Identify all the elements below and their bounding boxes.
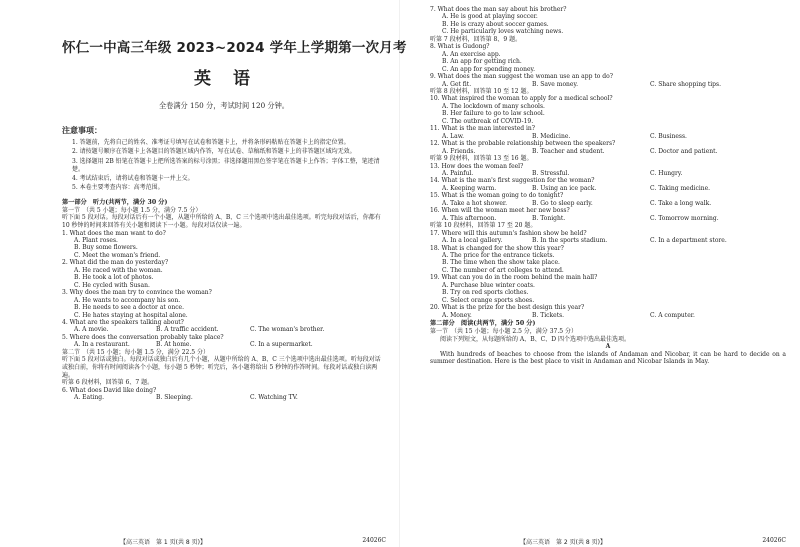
answer-option: C. In a supermarket. [250, 341, 313, 349]
answer-option: B. Buy some flowers. [74, 244, 138, 252]
answer-option: B. A traffic accident. [156, 326, 219, 334]
question-stem: 8. What is Gudong? [430, 43, 490, 51]
option-row [430, 170, 786, 177]
question-stem: 11. What is the man interested in? [430, 125, 536, 133]
material-reference: 听第 10 段材料，回答第 17 至 20 题。 [430, 222, 537, 230]
answer-option: A. Painful. [442, 169, 474, 177]
exam-title: 怀仁一中高三年级 2023~2024 学年上学期第一次月考 [62, 40, 407, 56]
question-stem: 10. What inspired the woman to apply for a medical school? [430, 95, 613, 103]
answer-option: B. Tonight. [532, 214, 566, 222]
question-list [62, 230, 386, 349]
answer-option: C. Meet the woman's friend. [74, 251, 161, 259]
footer-code: 24026C [362, 537, 386, 544]
option-row [430, 237, 786, 244]
notes-heading: 注意事项： [62, 126, 102, 135]
option-row [430, 148, 786, 155]
passage-label: A [605, 343, 611, 351]
answer-option: A. Law. [442, 132, 465, 140]
answer-option: B. Sleeping. [156, 394, 193, 402]
note-item: 4. 考试结束后，请将试卷和答题卡一并上交。 [72, 175, 194, 183]
answer-option: B. Stressful. [532, 169, 570, 177]
answer-option: C. The outbreak of COVID-19. [442, 117, 534, 125]
answer-option: C. A computer. [650, 311, 695, 319]
question-stem: 3. Why does the man try to convince the woman? [62, 289, 212, 297]
question-stem: 1. What does the man want to do? [62, 229, 166, 237]
answer-option: A. He is good at playing soccer. [442, 13, 538, 21]
question-stem: 17. Where will this autumn's fashion show be held? [430, 229, 587, 237]
answer-option: A. A movie. [74, 326, 109, 334]
answer-option: A. Get fit. [442, 80, 472, 88]
part1-heading: 第一部分 听力(共两节，满分 30 分) [62, 198, 168, 206]
part1-section2-instructions: 听下面 5 段对话或独白。每段对话或独白后有几个小题，从题中所给的 A、B、C 三个选项中选出最佳选项。听每段对话或独白前，你将有时间阅读各个小题，每小题 5 秒钟；听完后，各小题将给出 5 秒钟的作答时间。每段对话或独白读两遍。 [62, 356, 381, 379]
footer-label: 【高三英语 第 2 页(共 8 页)】 [520, 539, 606, 546]
answer-option: C. Take a long walk. [650, 199, 712, 207]
passage-text: With hundreds of beaches to choose from the islands of Andaman and Nicobar, it can be hard to decide on a summer destination. Here is the best place to visit in Andaman and Nicobar Islands in May. [430, 350, 786, 366]
question-stem: 4. What are the speakers talking about? [62, 319, 184, 326]
answer-option: A. An exercise app. [442, 50, 501, 58]
answer-option: A. Friends. [442, 147, 476, 155]
answer-option: B. The time when the show take place. [442, 259, 560, 267]
option-row [62, 326, 386, 333]
part1-section1-heading: 第一节 （共 5 小题；每小题 1.5 分，满分 7.5 分） [62, 206, 202, 214]
answer-option: C. Hungry. [650, 169, 683, 177]
exam-subject: 英语 [194, 69, 272, 89]
answer-option: C. The woman's brother. [250, 326, 325, 334]
option-row [62, 394, 386, 401]
answer-option: C. Taking medicine. [650, 184, 711, 192]
note-item: 5. 本卷主要考查内容：高考范围。 [72, 184, 164, 192]
option-row [62, 341, 386, 348]
question-stem: 14. What is the man's first suggestion for the woman? [430, 177, 595, 185]
question-stem: 16. When will the woman meet her new boss? [430, 207, 570, 215]
question-stem: 5. Where does the conversation probably take place? [62, 333, 224, 341]
answer-option: C. He cycled with Susan. [74, 281, 150, 289]
answer-option: B. Using an ice pack. [532, 184, 597, 192]
answer-option: C. In a department store. [650, 237, 727, 245]
part2-heading: 第二部分 阅读(共两节，满分 50 分) [430, 320, 536, 328]
answer-option: B. Tickets. [532, 311, 565, 319]
question-stem: 7. What does the man say about his brother? [430, 6, 567, 13]
answer-option: A. He wants to accompany his son. [74, 296, 181, 304]
question-stem: 18. What is changed for the show this year? [430, 244, 564, 252]
option-row [430, 185, 786, 192]
footer-code: 24026C [762, 537, 786, 544]
answer-option: C. He particularly loves watching news. [442, 28, 564, 36]
note-item: 1. 答题前，先将自己的姓名、准考证号填写在试卷和答题卡上，并将条形码粘贴在答题卡上的指定位置。 [72, 139, 350, 146]
answer-option: B. At home. [156, 341, 192, 349]
answer-option: B. He took a lot of photos. [74, 274, 154, 282]
answer-option: B. In the sports stadium. [532, 237, 608, 245]
score-line: 全卷满分 150 分，考试时间 120 分钟。 [158, 101, 289, 110]
answer-option: C. An app for spending money. [442, 65, 535, 73]
answer-option: C. Share shopping tips. [650, 80, 721, 88]
answer-option: A. Purchase blue winter coats. [442, 281, 535, 289]
answer-option: B. Try on red sports clothes. [442, 289, 529, 297]
question-stem: 15. What is the woman going to do tonight? [430, 192, 564, 200]
answer-option: B. Save money. [532, 80, 578, 88]
material-reference: 听第 6 段材料，回答第 6、7 题。 [62, 379, 154, 387]
answer-option: A. Plant roses. [74, 237, 118, 245]
answer-option: B. Go to sleep early. [532, 199, 593, 207]
answer-option: B. Her failure to go to law school. [442, 110, 545, 118]
notes-list [62, 139, 386, 193]
answer-option: C. Watching TV. [250, 394, 298, 402]
answer-option: A. Take a hot shower. [442, 199, 507, 207]
answer-option: C. He hates staying at hospital alone. [74, 311, 188, 319]
option-row [430, 312, 786, 319]
answer-option: C. Business. [650, 132, 687, 140]
answer-option: A. He raced with the woman. [74, 266, 163, 274]
part2-section1-instructions: 阅读下列短文，从每题所给的 A、B、C、D 四个选项中选出最佳选项。 [440, 335, 630, 343]
answer-option: B. He needs to see a doctor at once. [74, 304, 185, 312]
question-stem: 2. What did the man do yesterday? [62, 259, 169, 267]
option-row [430, 200, 786, 207]
answer-option: C. Select orange sports shoes. [442, 296, 535, 304]
part2-section1-heading: 第一节 （共 15 小题；每小题 2.5 分，满分 37.5 分） [430, 328, 577, 336]
exam-page-2 [400, 0, 800, 547]
answer-option: A. In a local gallery. [442, 237, 503, 245]
answer-option: B. Teacher and student. [532, 147, 605, 155]
part1-section2-heading: 第二节 （共 15 小题；每小题 1.5 分，满分 22.5 分） [62, 348, 209, 356]
material-reference: 听第 7 段材料，回答第 8、9 题。 [430, 35, 522, 43]
question-stem: 12. What is the probable relationship between the speakers? [430, 140, 616, 148]
question-list [62, 387, 386, 402]
material-reference: 听第 9 段材料，回答第 13 至 16 题。 [430, 155, 533, 163]
question-stem: 13. How does the woman feel? [430, 162, 524, 170]
answer-option: C. Tomorrow morning. [650, 214, 719, 222]
answer-option: A. Money. [442, 311, 472, 319]
option-row [430, 81, 786, 88]
question-stem: 9. What does the man suggest the woman use an app to do? [430, 73, 613, 81]
question-stem: 6. What does David like doing? [62, 386, 157, 394]
answer-option: B. Medicine. [532, 132, 571, 140]
part1-section1-instructions: 听下面 5 段对话。每段对话后有一个小题，从题中所给的 A、B、C 三个选项中选出最佳选项。听完每段对话后，你都有 10 秒钟的时间来回答有关小题和阅读下一小题。每段对话仅读一遍。 [62, 214, 381, 229]
answer-option: B. He is crazy about soccer games. [442, 20, 549, 28]
answer-option: A. Eating. [74, 394, 105, 402]
question-stem: 19. What can you do in the room behind the main hall? [430, 274, 598, 282]
question-list [430, 6, 786, 319]
note-item: 3. 选择题用 2B 铅笔在答题卡上把所选答案的标号涂黑；非选择题用黑色签字笔在答题卡上作答；字体工整，笔迹清楚。 [72, 157, 380, 173]
footer-label: 【高三英语 第 1 页(共 8 页)】 [120, 539, 206, 546]
answer-option: C. Doctor and patient. [650, 147, 718, 155]
note-item: 2. 请按题号顺序在答题卡上各题目的答题区域内作答，写在试卷、草稿纸和答题卡上的非答题区域均无效。 [72, 148, 356, 156]
option-row [430, 133, 786, 140]
answer-option: A. Keeping warm. [442, 184, 497, 192]
answer-option: A. This afternoon. [442, 214, 497, 222]
answer-option: A. The price for the entrance tickets. [442, 251, 555, 259]
material-reference: 听第 8 段材料，回答第 10 至 12 题。 [430, 87, 533, 95]
answer-option: C. The number of art colleges to attend. [442, 266, 564, 274]
answer-option: A. In a restaurant. [74, 341, 130, 349]
answer-option: A. The lockdown of many schools. [442, 102, 545, 110]
question-stem: 20. What is the prize for the best design this year? [430, 304, 585, 312]
answer-option: B. An app for getting rich. [442, 58, 522, 66]
